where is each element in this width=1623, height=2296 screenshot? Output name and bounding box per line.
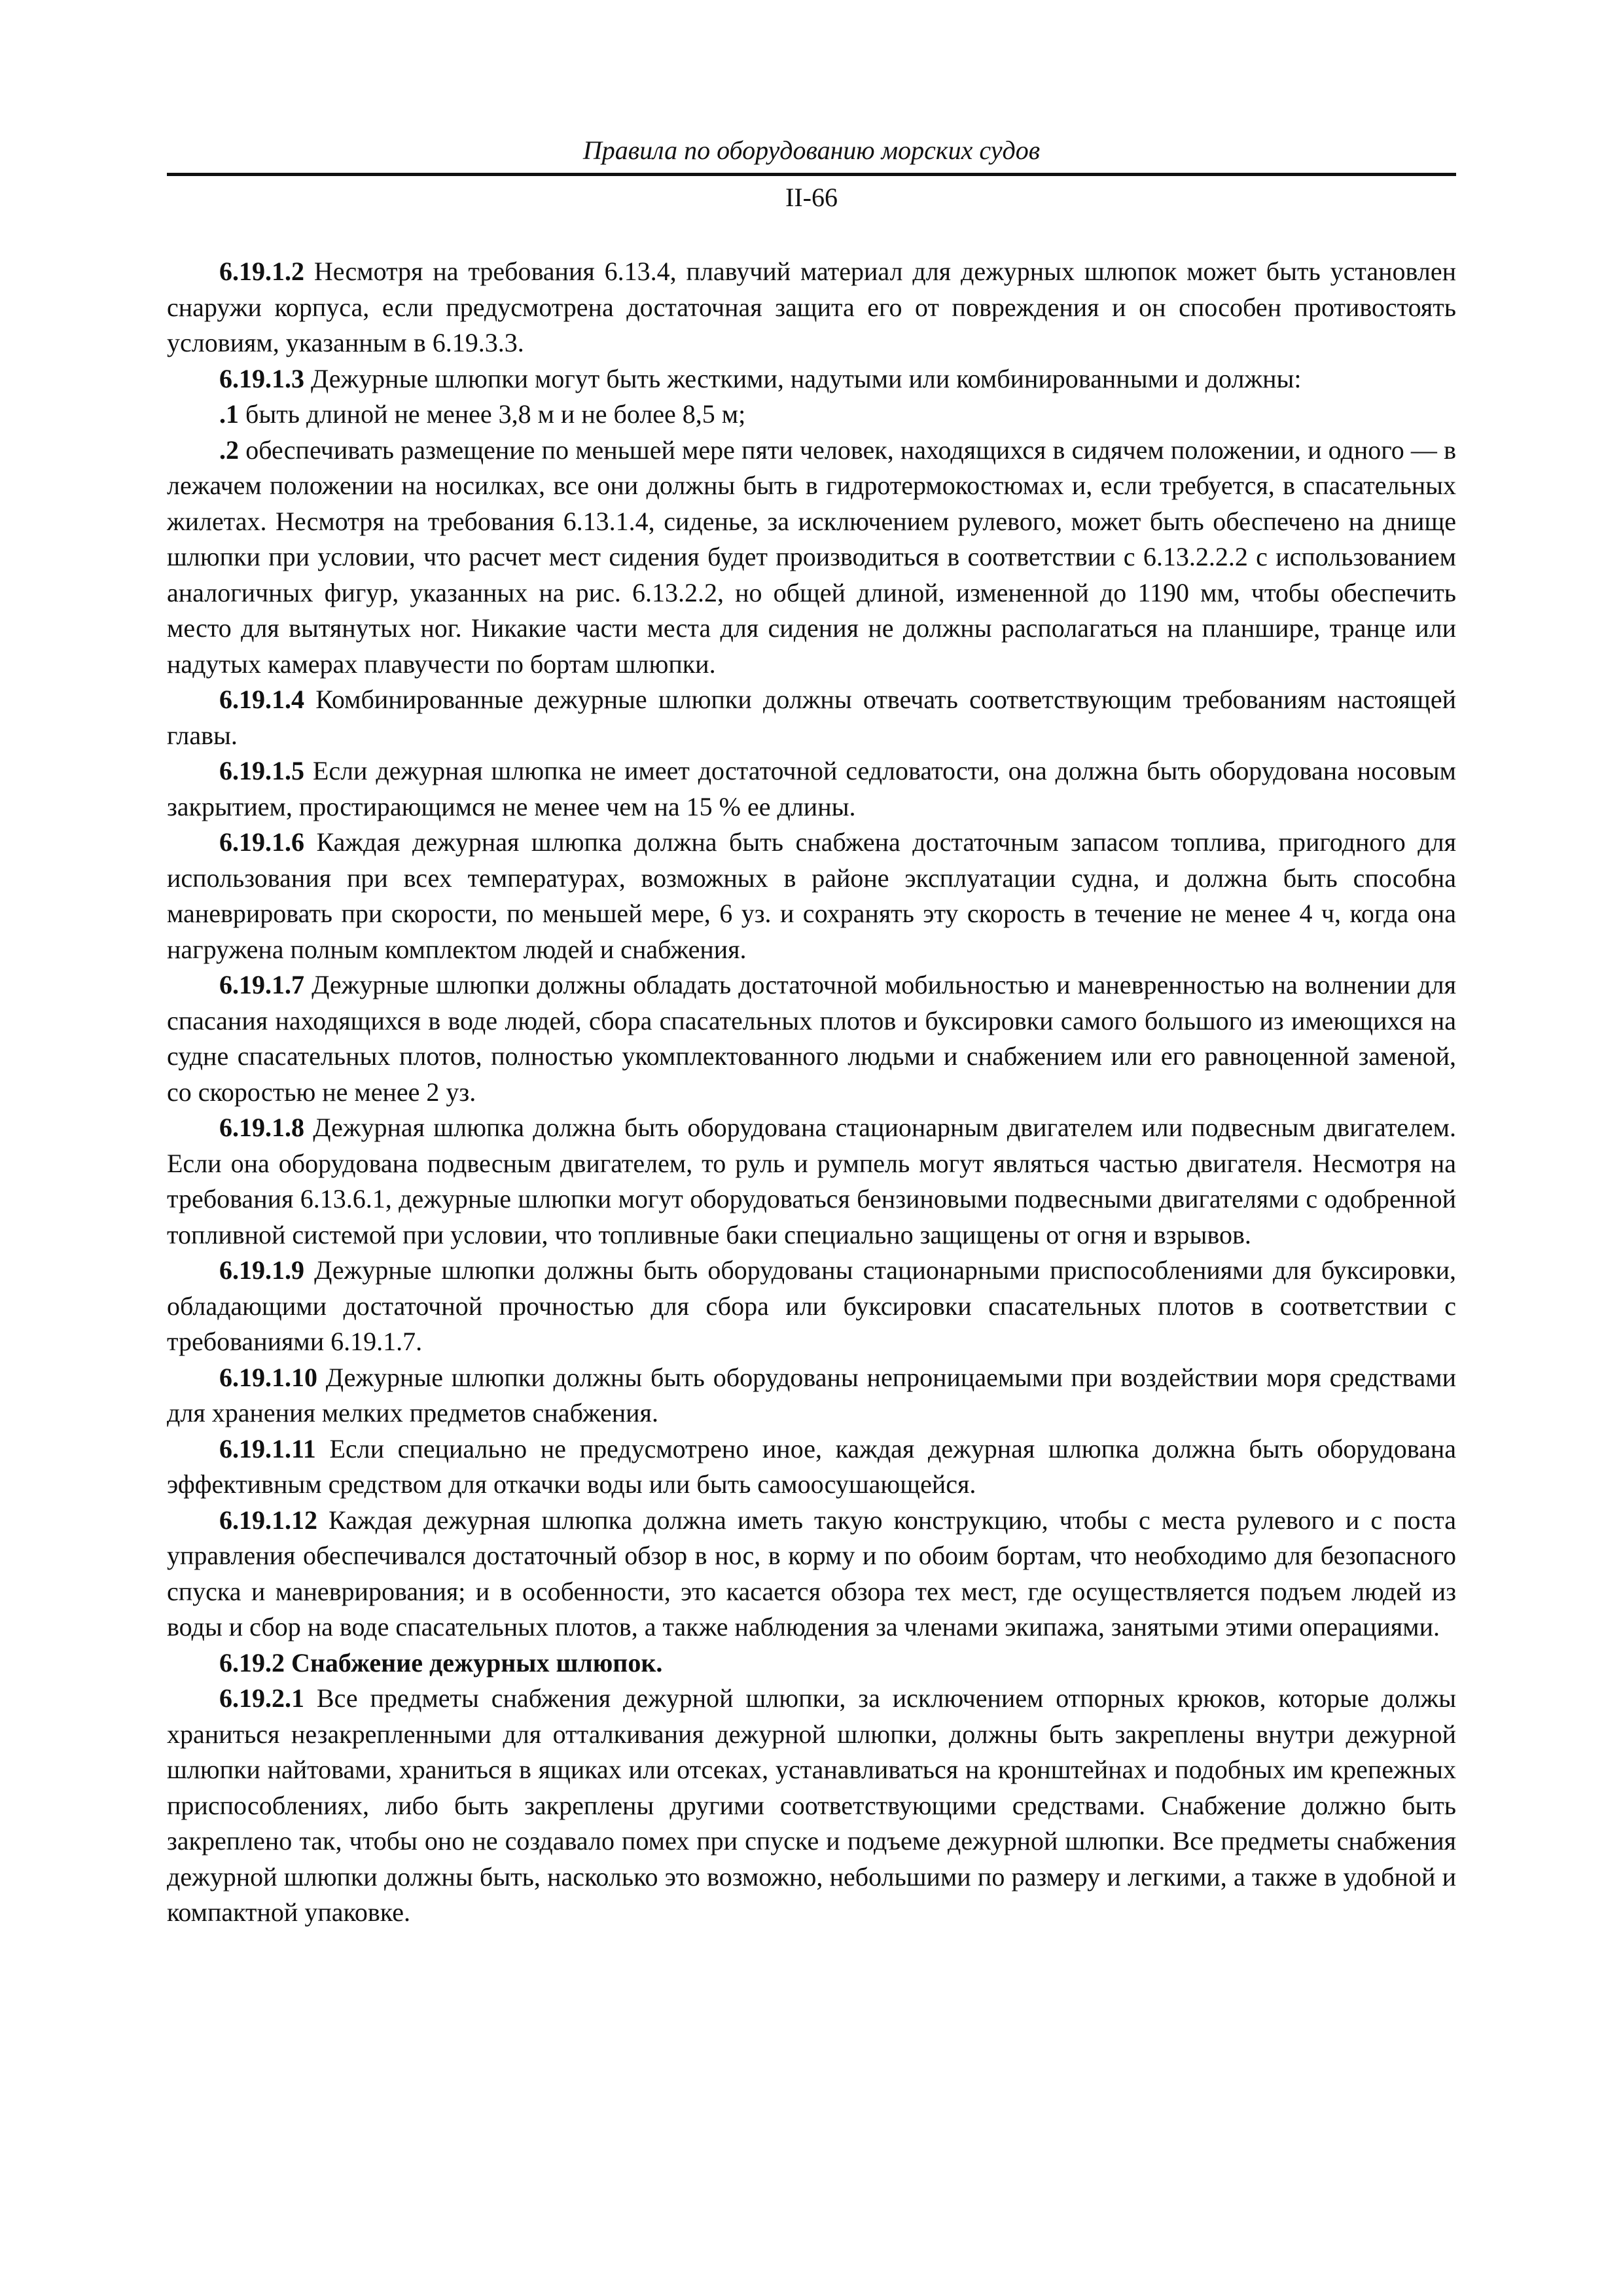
clause-number: 6.19.1.4 (219, 685, 304, 714)
clause-number: 6.19.1.6 (219, 827, 304, 857)
section-title: Снабжение дежурных шлюпок. (285, 1647, 663, 1677)
clause-text: Дежурные шлюпки должны быть оборудованы стационарными приспособлениями для буксировки, обладающими достаточной прочностью для сбора или буксировки спасательных плотов в соответствии с требованиями 6.19.1.7. (167, 1255, 1456, 1356)
page-number: II-66 (785, 183, 838, 212)
clause-text: Каждая дежурная шлюпка должна быть снабжена достаточным запасом топлива, пригодного для использования при всех температурах, возможных в районе эксплуатации судна, и должна быть способна маневрировать при скорости, по меньшей мере, 6 уз. и сохранять эту скорость в течение не менее 4 ч, когда она нагружена полным комплектом людей и снабжения. (167, 827, 1456, 964)
page-body (167, 254, 1456, 1931)
clause-6-19-1-3-item-2 (167, 433, 1456, 683)
clause-6-19-1-12 (167, 1503, 1456, 1645)
clause-text: Дежурные шлюпки могут быть жесткими, надутыми или комбинированными и должны: (304, 363, 1302, 393)
clause-text: Комбинированные дежурные шлюпки должны отвечать соответствующим требованиям настоящей главы. (167, 685, 1456, 750)
clause-6-19-1-9 (167, 1253, 1456, 1360)
clause-number: 6.19.1.10 (219, 1362, 317, 1392)
running-title: Правила по оборудованию морских судов (582, 135, 1041, 165)
item-text: быть длиной не менее 3,8 м и не более 8,5 м; (239, 399, 746, 429)
section-number: 6.19.2 (219, 1647, 285, 1677)
clause-6-19-1-2 (167, 254, 1456, 361)
clause-number: 6.19.1.5 (219, 756, 304, 785)
clause-6-19-2-1 (167, 1681, 1456, 1931)
item-number: .2 (219, 435, 239, 465)
clause-number: 6.19.1.2 (219, 257, 304, 286)
clause-6-19-1-8 (167, 1110, 1456, 1253)
clause-number: 6.19.1.3 (219, 363, 304, 393)
header-rule (167, 173, 1456, 176)
clause-6-19-1-6 (167, 825, 1456, 967)
clause-text: Если специально не предусмотрено иное, каждая дежурная шлюпка должна быть оборудована эффективным средством для откачки воды или быть самоосушающейся. (167, 1433, 1456, 1499)
section-heading-6-19-2 (167, 1645, 1456, 1681)
clause-number: 6.19.1.7 (219, 970, 304, 999)
clause-6-19-1-4 (167, 682, 1456, 753)
clause-6-19-1-3 (167, 361, 1456, 397)
page-header (167, 131, 1456, 217)
clause-6-19-1-11 (167, 1431, 1456, 1503)
clause-text: Если дежурная шлюпка не имеет достаточной седловатости, она должна быть оборудована носовым закрытием, простирающимся не менее чем на 15 % ее длины. (167, 756, 1456, 821)
clause-number: 6.19.1.12 (219, 1505, 317, 1535)
clause-text: Дежурные шлюпки должны обладать достаточной мобильностью и маневренностью на волнении для спасания находящихся в воде людей, сбора спасательных плотов и буксировки самого большого из имеющихся на судне спасательных плотов, полностью укомплектованного людьми и снабжением или его равноценной заменой, со скоростью не менее 2 уз. (167, 970, 1456, 1107)
clause-number: 6.19.2.1 (219, 1683, 304, 1713)
clause-text: Каждая дежурная шлюпка должна иметь такую конструкцию, чтобы с места рулевого и с поста управления обеспечивался достаточный обзор в нос, в корму и по обоим бортам, что необходимо для безопасного спуска и маневрирования; и в особенности, это касается обзора тех мест, где осуществляется подъем людей из воды и сбор на воде спасательных плотов, а также наблюдения за членами экипажа, занятыми этими операциями. (167, 1505, 1456, 1641)
clause-text: Несмотря на требования 6.13.4, плавучий материал для дежурных шлюпок может быть установлен снаружи корпуса, если предусмотрена достаточная защита его от повреждения и он способен противостоять условиям, указанным в 6.19.3.3. (167, 257, 1456, 357)
clause-6-19-1-7 (167, 967, 1456, 1110)
item-text: обеспечивать размещение по меньшей мере пяти человек, находящихся в сидячем положении, и одного — в лежачем положении на носилках, все они должны быть в гидротермокостюмах и, если требуется, в спасательных жилетах. Несмотря на требования 6.13.1.4, сиденье, за исключением рулевого, может быть обеспечено на днище шлюпки при условии, что расчет мест сидения будет производиться в соответствии с 6.13.2.2.2 с использованием аналогичных фигур, указанных на рис. 6.13.2.2, но общей длиной, измененной до 1190 мм, чтобы обеспечить место для вытянутых ног. Никакие части места для сидения не должны располагаться на планшире, транце или надутых камерах плавучести по бортам шлюпки. (167, 435, 1456, 679)
clause-text: Все предметы снабжения дежурной шлюпки, за исключением отпорных крюков, которые должы храниться незакрепленными для отталкивания дежурной шлюпки, должны быть закреплены внутри дежурной шлюпки найтовами, храниться в ящиках или отсеках, устанавливаться на кронштейнах и подобных им крепежных приспособлениях, либо быть закреплены другими соответствующими средствами. Снабжение должно быть закреплено так, чтобы оно не создавало помех при спуске и подъеме дежурной шлюпки. Все предметы снабжения дежурной шлюпки должны быть, насколько это возможно, небольшими по размеру и легкими, а также в удобной и компактной упаковке. (167, 1683, 1456, 1927)
clause-number: 6.19.1.9 (219, 1255, 304, 1285)
clause-number: 6.19.1.8 (219, 1113, 304, 1142)
clause-text: Дежурные шлюпки должны быть оборудованы непроницаемыми при воздействии моря средствами для хранения мелких предметов снабжения. (167, 1362, 1456, 1427)
item-number: .1 (219, 399, 239, 429)
clause-6-19-1-10 (167, 1360, 1456, 1431)
clause-6-19-1-3-item-1 (167, 397, 1456, 433)
clause-number: 6.19.1.11 (219, 1433, 316, 1463)
clause-6-19-1-5 (167, 753, 1456, 825)
clause-text: Дежурная шлюпка должна быть оборудована стационарным двигателем или подвесным двигателем. Если она оборудована подвесным двигателем, то руль и румпель могут являться частью двигателя. Несмотря на требования 6.13.6.1, дежурные шлюпки могут оборудоваться бензиновыми подвесными двигателями с одобренной топливной системой при условии, что топливные баки специально защищены от огня и взрывов. (167, 1113, 1456, 1249)
